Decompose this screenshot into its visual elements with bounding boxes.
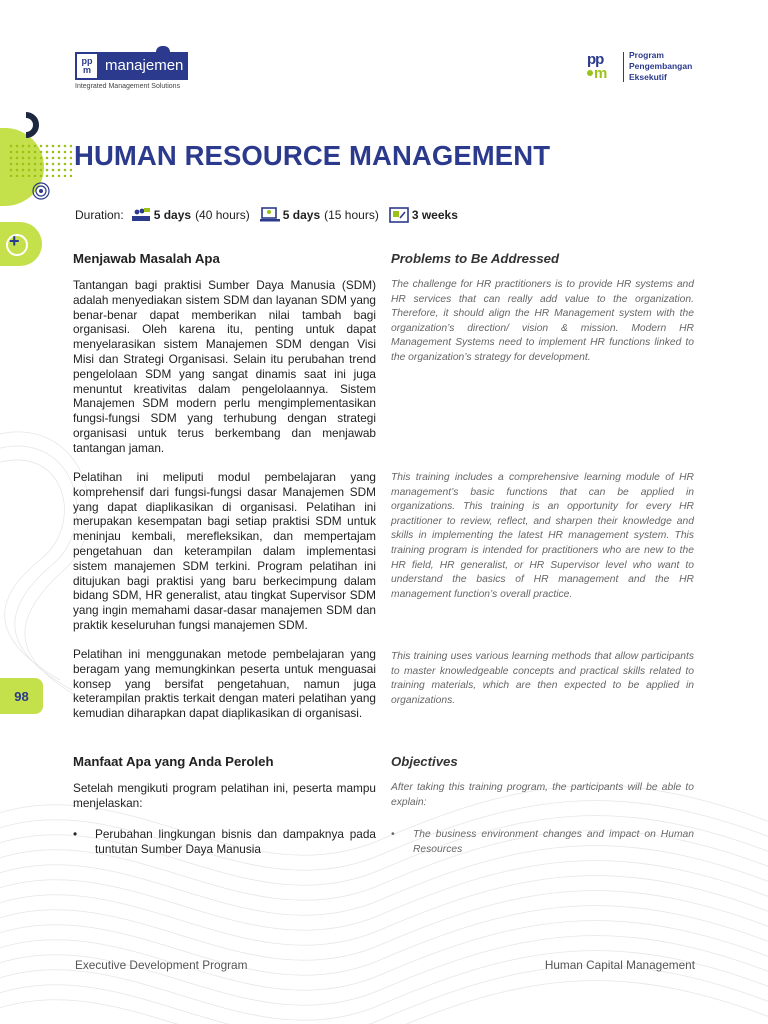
ppe-mark-top: pp	[587, 50, 604, 68]
duration-value-blended: 3 weeks	[411, 208, 458, 222]
problems-paragraph-en-1: The challenge for HR practitioners is to provide HR systems and HR services that can really add value to the organization. Therefore, it should align the HR Management system with the organization’s direction/ vision & mission. Modern HR Management Systems need to implement HR functions linked to the organization’s strategy for development.	[391, 279, 694, 363]
ppm-logo-mark	[75, 52, 99, 80]
footer-left: Executive Development Program	[75, 958, 248, 972]
objectives-intro-en: After taking this training program, the participants will be able to explain:	[391, 782, 694, 808]
problems-paragraph-id-3: Pelatihan ini menggunakan metode pembelajaran yang beragam yang memungkinkan peserta untuk menguasai konsep yang bersifat pengetahuan, namun juga keterampilan praktis terkait dengan materi pelatihan yang kemudian diharapkan dapat diaplikasikan di organisasi.	[73, 647, 376, 721]
ppe-mark-bottom: m	[594, 64, 608, 82]
duration-item-blended	[389, 207, 462, 223]
classroom-icon	[131, 207, 151, 223]
manajemen-wordmark	[99, 52, 188, 80]
ppe-line-1: Program	[629, 50, 664, 60]
bullet-marker: •	[73, 827, 78, 841]
page-title: HUMAN RESOURCE MANAGEMENT	[74, 140, 551, 171]
dark-arc-decoration	[22, 112, 42, 138]
duration-item-online	[260, 207, 379, 223]
objectives-heading-id: Manfaat Apa yang Anda Peroleh	[73, 754, 274, 769]
objectives-bullet-en	[391, 828, 694, 857]
plus-icon: +	[9, 231, 20, 251]
bullet-marker: •	[391, 829, 395, 840]
objectives-bullet-text-en: The business environment changes and impact on Human Resources	[413, 829, 694, 855]
problems-paragraph-en-2: This training includes a comprehensive learning module of HR management’s basic functions that can be applied in organizations. This training is an opportunity for every HR practitioner to review, reflect, and sharpen their knowledge and skills in implementing the latest HR management system. This training program is intended for practitioners who are new to the HR field, HR generalist, or HR Supervisor level who want to understand the basics of HR management and the HR management function’s overall practice.	[391, 472, 694, 600]
problems-heading-en: Problems to Be Addressed	[391, 251, 560, 266]
ppm-colored-mark	[585, 51, 618, 83]
logo-letters-top: pp	[81, 56, 93, 66]
problems-paragraph-en-3: This training uses various learning methods that allow participants to master knowledgeable concepts and practical skills related to training materials, which are then expected to be applied in organizations.	[391, 651, 694, 706]
page-number-tab	[0, 678, 43, 714]
ppe-line-2: Pengembangan	[629, 61, 693, 71]
footer-right: Human Capital Management	[544, 958, 695, 972]
duration-detail-online: (15 hours)	[324, 208, 379, 222]
objectives-heading-en: Objectives	[391, 754, 458, 769]
objectives-bullet-id	[73, 827, 376, 857]
problems-paragraph-id-2: Pelatihan ini meliputi modul pembelajaran yang komprehensif dari fungsi-fungsi dasar Manajemen SDM yang dapat diaplikasikan di organisasi. Pelatihan ini merupakan kesempatan bagi setiap praktisi SDM untuk meninjau kembali, merefleksikan, dan mempertajam pengetahuan dan keterampilan dalam implementasi sistem manajemen SDM terkini. Program pelatihan ini ditujukan bagi praktisi yang baru berkecimpung dalam bidang SDM, HR generalist, atau tingkat Supervisor SDM yang ingin memahami dasar-dasar manajemen SDM dan praktik keseluruhan fungsi manajemen SDM.	[73, 470, 376, 632]
dot-grid-decoration	[8, 143, 72, 177]
ppm-manajemen-logo	[75, 52, 188, 90]
objectives-bullet-text-id: Perubahan lingkungan bisnis dan dampaknya pada tuntutan Sumber Daya Manusia	[95, 827, 376, 856]
plus-circle-decoration	[0, 222, 42, 266]
online-class-icon	[260, 207, 280, 223]
objectives-intro-id: Setelah mengikuti program pelatihan ini, peserta mampu menjelaskan:	[73, 781, 376, 810]
target-icon	[32, 182, 50, 200]
duration-value-online: 5 days	[282, 208, 321, 222]
logo-letters-bottom: m	[82, 65, 91, 75]
logo-tagline: Integrated Management Solutions	[75, 83, 181, 90]
logo-brand-text: manajemen	[105, 57, 184, 74]
duration-label: Duration:	[75, 208, 124, 222]
duration-row	[75, 207, 472, 223]
duration-detail-classroom: (40 hours)	[195, 208, 250, 222]
ppe-line-3: Eksekutif	[629, 72, 667, 82]
duration-item-classroom	[131, 207, 250, 223]
problems-heading-id: Menjawab Masalah Apa	[73, 251, 220, 266]
page-number: 98	[14, 688, 29, 704]
problems-paragraph-id-1: Tantangan bagi praktisi Sumber Daya Manusia (SDM) adalah menyediakan sistem SDM dan layanan SDM yang benar-benar dapat memberikan nilai tambah bagi organisasi. Oleh karena itu, penting untuk dapat menyelarasikan sistem Manajemen SDM dengan Visi Misi dan Strategi Organisasi. Selain itu perubahan trend pengelolaan SDM yang sangat dinamis saat ini juga menuntut kreativitas dalam pengelolaannya. Sistem Manajemen SDM modern perlu mengimplementasikan fungsi-fungsi SDM yang terhubung dengan strategi organisasi untuk terus berkembang dan menjawab tantangan jaman.	[73, 278, 376, 455]
blended-learning-icon	[389, 207, 409, 223]
duration-value-classroom: 5 days	[153, 208, 192, 222]
ppe-logo	[585, 50, 692, 83]
